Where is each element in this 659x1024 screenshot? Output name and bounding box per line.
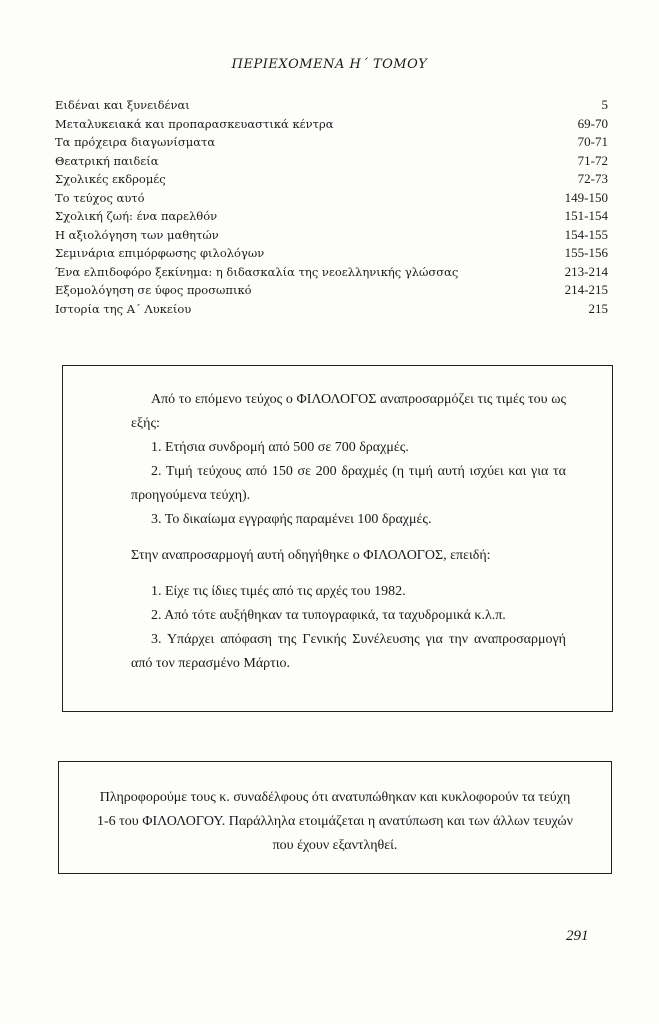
toc-entry-title: Η αξιολόγηση των μαθητών xyxy=(55,227,219,242)
toc-entry-title: Ένα ελπιδοφόρο ξεκίνημα: η διδασκαλία της νεοελληνικής γλώσσας xyxy=(55,264,459,279)
toc-entry-pages: 151-154 xyxy=(564,208,608,223)
reason-item: 2. Από τότε αυξήθηκαν τα τυπογραφικά, τα ταχυδρομικά κ.λ.π. xyxy=(151,608,506,623)
toc-entry-pages: 70-71 xyxy=(577,134,608,149)
reason-item: 1. Είχε τις ίδιες τιμές από τις αρχές του 1982. xyxy=(151,584,406,599)
price-notice-box xyxy=(62,365,613,712)
toc-entry xyxy=(55,264,608,283)
toc-entry xyxy=(55,227,608,246)
toc-entry-pages: 5 xyxy=(601,97,608,112)
toc-entry-title: Σχολική ζωή: ένα παρελθόν xyxy=(55,209,218,223)
toc-entry-pages: 213-214 xyxy=(564,263,608,279)
toc-entry xyxy=(55,116,608,135)
price-item: 2. Τιμή τεύχους από 150 σε 200 δραχμές (η τιμή αυτή ισχύει και για τα προηγούμενα τεύχη). xyxy=(131,464,566,503)
price-item: 3. Το δικαίωμα εγγραφής παραμένει 100 δραχμές. xyxy=(151,512,432,527)
toc-entry-title: Εξομολόγηση σε ύφος προσωπικό xyxy=(55,283,252,297)
toc-entry-title: Ιστορία της Α΄ Λυκείου xyxy=(55,301,192,316)
toc-entry xyxy=(55,282,608,301)
toc-entry xyxy=(55,245,608,264)
toc-entry-title: Σεμινάρια επιμόρφωσης φιλολόγων xyxy=(55,246,265,260)
toc-entry-title: Τα πρόχειρα διαγωνίσματα xyxy=(55,135,216,149)
table-of-contents xyxy=(55,97,608,319)
toc-entry-pages: 214-215 xyxy=(564,282,608,297)
toc-entry-title: Ειδέναι και ξυνειδέναι xyxy=(55,98,190,112)
reprint-notice-box xyxy=(58,761,612,874)
toc-entry-pages: 155-156 xyxy=(564,245,608,260)
toc-entry xyxy=(55,190,608,209)
reprint-notice-text: Πληροφορούμε τους κ. συναδέλφους ότι ανατυπώθηκαν και κυκλοφορούν τα τεύχη 1-6 του ΦΙΛΟΛΟΓΟΥ. Παράλληλα ετοιμάζεται η ανατύπωση και των άλλων τευχών που έχουν εξαντληθεί. xyxy=(97,790,573,853)
reason-intro: Στην αναπροσαρμογή αυτή οδηγήθηκε ο ΦΙΛΟΛΟΓΟΣ, επειδή: xyxy=(131,548,491,563)
toc-entry-pages: 154-155 xyxy=(564,226,608,242)
reason-item: 3. Υπάρχει απόφαση της Γενικής Συνέλευσης για την αναπροσαρμογή από τον περασμένο Μάρτιο. xyxy=(131,632,566,671)
toc-entry-title: Το τεύχος αυτό xyxy=(55,190,145,205)
price-notice-intro: Από το επόμενο τεύχος ο ΦΙΛΟΛΟΓΟΣ αναπροσαρμόζει τις τιμές του ως εξής: xyxy=(131,392,566,431)
toc-entry xyxy=(55,208,608,227)
toc-entry xyxy=(55,97,608,116)
toc-entry-pages: 69-70 xyxy=(577,115,608,131)
toc-entry xyxy=(55,134,608,153)
toc-entry xyxy=(55,301,608,320)
toc-entry-pages: 149-150 xyxy=(564,189,608,205)
toc-entry xyxy=(55,153,608,172)
toc-entry-title: Μεταλυκειακά και προπαρασκευαστικά κέντρα xyxy=(55,116,334,131)
price-item: 1. Ετήσια συνδρομή από 500 σε 700 δραχμές. xyxy=(151,440,409,455)
page-number: 291 xyxy=(566,928,589,944)
page-title: ΠΕΡΙΕΧΟΜΕΝΑ Η΄ ΤΟΜΟΥ xyxy=(231,57,428,72)
toc-entry xyxy=(55,171,608,190)
toc-entry-title: Σχολικές εκδρομές xyxy=(55,172,166,186)
toc-entry-pages: 215 xyxy=(588,300,608,316)
toc-entry-pages: 72-73 xyxy=(577,171,608,186)
toc-entry-pages: 71-72 xyxy=(577,152,608,168)
toc-entry-title: Θεατρική παιδεία xyxy=(55,153,159,168)
